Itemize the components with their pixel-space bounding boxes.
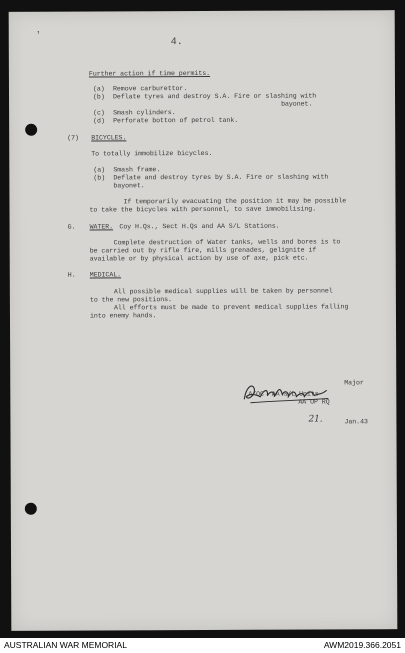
page-number: 4. bbox=[170, 37, 183, 49]
bicycles-item-text: Deflate and destroy tyres by S.A. Fire or slashing with bbox=[113, 173, 329, 182]
water-line: be carried out by rifle fire, mills grenades, gelignite if bbox=[89, 246, 317, 255]
water-heading: WATER. bbox=[89, 223, 114, 231]
bicycles-item-text: Smash frame. bbox=[113, 166, 161, 174]
water-line: available or by physical action by use of axe, pick etc. bbox=[89, 254, 309, 263]
corner-mark: ʼ bbox=[34, 29, 42, 44]
medical-line: All possible medical supplies will be taken by personnel bbox=[113, 287, 333, 296]
further-item-text: bayonet. bbox=[281, 100, 313, 108]
further-item-text: Perforate botton of petrol tank. bbox=[113, 116, 239, 125]
further-item-label: (d) bbox=[93, 117, 105, 125]
water-heading-rest: Coy H.Qs., Sect H.Qs and AA S/L Stations. bbox=[111, 222, 280, 231]
footer-institution: AUSTRALIAN WAR MEMORIAL bbox=[4, 640, 127, 650]
further-item-label: (b) bbox=[93, 93, 105, 101]
signatory-title: A/OC AA S/L Units bbox=[248, 390, 319, 398]
signatory-rank: Major bbox=[344, 379, 364, 387]
bicycles-item-label: (a) bbox=[93, 166, 106, 174]
footer-accession-number: AWM2019.366.2051 bbox=[323, 640, 401, 650]
water-line: Complete destruction of Water tanks, wells and bores is to bbox=[113, 238, 341, 247]
further-item-text: Smash cylinders. bbox=[113, 109, 176, 117]
medical-line: into enemy hands. bbox=[89, 312, 157, 320]
further-action-heading: Further action if time permits. bbox=[88, 69, 211, 78]
further-item-text: Remove carburettor. bbox=[112, 85, 188, 93]
date-month-year: Jan.43 bbox=[344, 418, 368, 426]
bicycles-note: If temporarily evacuating the position it may be possible bbox=[123, 197, 347, 206]
punch-hole-bottom bbox=[25, 503, 37, 515]
footer-bar bbox=[0, 638, 405, 653]
signatory-unit: AA OP RQ bbox=[298, 398, 330, 406]
bicycles-intro: To totally immobilize bicycles. bbox=[91, 149, 213, 158]
further-item-label: (a) bbox=[92, 85, 105, 93]
section-number: (7) bbox=[67, 134, 79, 142]
bicycles-item-label: (b) bbox=[93, 174, 106, 182]
medical-heading: MEDICAL. bbox=[89, 271, 122, 279]
bicycles-note: to take the bicycles with personnel, to save immobilising. bbox=[89, 205, 317, 214]
section-letter: H. bbox=[67, 271, 76, 279]
document-page bbox=[9, 10, 398, 631]
further-item-label: (c) bbox=[93, 109, 105, 117]
bicycles-heading: BICYCLES. bbox=[91, 134, 127, 142]
medical-line: All efforts must be made to prevent medical supplies falling bbox=[113, 303, 349, 312]
further-item-text: Deflate tyres and destroy S.A. Fire or slashing with bbox=[113, 92, 317, 101]
bicycles-item-text: bayonet. bbox=[113, 182, 145, 190]
date-day: 21. bbox=[308, 414, 323, 425]
section-letter: G. bbox=[67, 223, 76, 231]
medical-line: to the new positions. bbox=[89, 296, 172, 304]
punch-hole-top bbox=[25, 124, 37, 136]
